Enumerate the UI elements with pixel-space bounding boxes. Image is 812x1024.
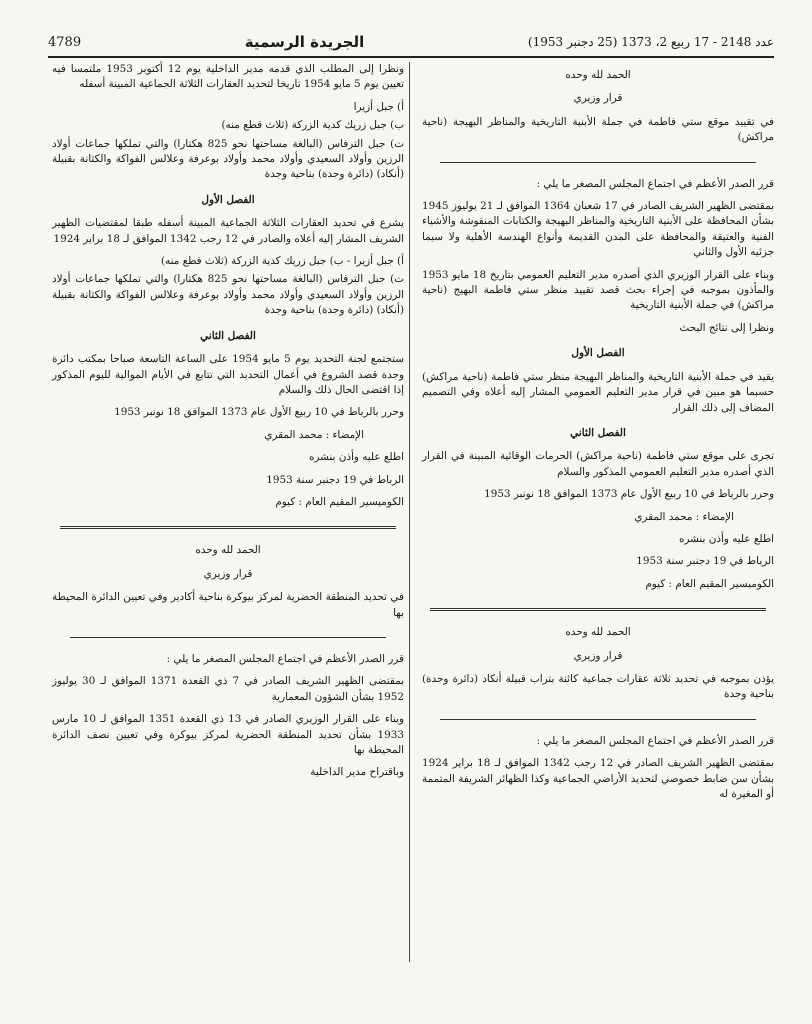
separator bbox=[430, 608, 766, 611]
column-divider bbox=[409, 62, 410, 962]
decree-3-praise: الحمد لله وحده bbox=[565, 626, 631, 639]
decree-1-type: قرار وزيري bbox=[573, 92, 623, 105]
decree-2-paragraph: وبناء على القرار الوزيري الصادر في 13 ذي القعدة 1351 الموافق لـ 10 مارس 1933 بشأن تحديد المنطقة الحضرية لمركز بيوكرة وفي تعيين نصف الدائرة المحيطة بها bbox=[52, 713, 404, 756]
decree-1-date: وحرر بالرباط في 10 ربيع الأول عام 1373 الموافق 18 نونبر 1953 bbox=[484, 488, 774, 501]
list-item: أ) جبل أزيرا bbox=[353, 100, 404, 113]
decree-3-seen-date: الرباط في 19 دجنبر سنة 1953 bbox=[266, 473, 404, 486]
decree-1-seen: اطلع عليه وأذن بنشره bbox=[678, 532, 774, 545]
list-item: ب) جبل زريك كدية الزركة (ثلاث قطع منه) bbox=[221, 119, 404, 132]
decree-3-seen: اطلع عليه وأذن بنشره bbox=[308, 451, 404, 464]
decree-3-signature: الإمضاء : محمد المقري bbox=[264, 428, 364, 441]
right-column bbox=[422, 62, 774, 809]
decree-1-chapter-heading: الفصل الأول bbox=[571, 347, 625, 360]
separator bbox=[440, 162, 756, 163]
issue-info: عدد 2148 - 17 ربيع 2، 1373 (25 دجنبر 1953) bbox=[527, 35, 774, 49]
page-number: 4789 bbox=[48, 34, 82, 50]
decree-1-praise: الحمد لله وحده bbox=[565, 69, 631, 81]
decree-3-chapter-heading: الفصل الثاني bbox=[200, 329, 256, 342]
decree-1-signature: الإمضاء : محمد المقري bbox=[634, 510, 734, 523]
decree-1-preamble: قرر الصدر الأعظم في اجتماع المجلس المصغر ما يلي : bbox=[536, 177, 774, 190]
decree-3-chapter-heading: الفصل الأول bbox=[201, 193, 255, 206]
decree-3-date: وحرر بالرباط في 10 ربيع الأول عام 1373 الموافق 18 نونبر 1953 bbox=[114, 406, 404, 419]
decree-1-paragraph: بمقتضى الظهير الشريف الصادر في 17 شعبان 1364 الموافق لـ 21 يوليوز 1945 بشأن المحافظة على الأبنية التاريخية والمناظر البهيجة والكتابات المنقوشة والأشياء الفنية والعتيقة والمحافظة على المدن القديمة وأنواع الهندسة الأهلية ولا سيما جزئيه الأول والثاني bbox=[422, 200, 774, 259]
decree-1-commissioner: الكوميسير المقيم العام : كيوم bbox=[645, 577, 774, 590]
decree-3-chapter-text: ستجتمع لجنة التحديد يوم 5 مايو 1954 على الساعة التاسعة صباحا بمكتب دائرة وجدة قصد الشروع في أعمال التحديد التي تتابع في الأيام الموالية لليوم المذكور إذا اقتضى الحال ذلك والسلام bbox=[52, 353, 405, 396]
decree-3-preamble: قرر الصدر الأعظم في اجتماع المجلس المصغر ما يلي : bbox=[536, 734, 774, 747]
separator bbox=[60, 526, 396, 529]
decree-1-chapter-text: تجرى على موقع ستي فاطمة (ناحية مراكش) الحرمات الوقائية المبينة في القرار الذي أصدره مدير التعليم العمومي المذكور والسلام bbox=[422, 450, 774, 478]
list-item: أ) جبل أزيرا - ب) جبل زريك كدية الزركة (ثلاث قطع منه) bbox=[160, 255, 404, 268]
list-item: ت) جبل الترفاس (البالغة مساحتها نحو 825 هكتارا) والتي تملكها جماعات أولاد الرزين وأولاد السعيدي وأولاد محمد وأولاد بوعرفة وعلالس الفواكة والكثانة بقبيلة (أنكاد) (دائرة وجدة) بناحية وجدة bbox=[52, 137, 404, 181]
gazette-title: الجريدة الرسمية bbox=[244, 33, 365, 51]
decree-1-paragraph: ونظرا إلى نتائج البحث bbox=[679, 321, 774, 334]
decree-1-paragraph: وبناء على القرار الوزيري الذي أصدره مدير التعليم العمومي بتاريخ 18 مايو 1953 والمأذون بموجبه في إجراء بحث قصد تقييد منظر ستي فاطمة البهيج (ناحية مراكش) في جملة الأبنية التاريخية bbox=[422, 268, 774, 312]
separator bbox=[70, 637, 386, 638]
decree-1-chapter-text: يقيد في جملة الأبنية التاريخية والمناظر البهيجة منظر ستي فاطمة (ناحية مراكش) حسبما هو مبين في قرار مدير التعليم العمومي المشار إليه أعلاه وفي التصميم المضاف إلى ذلك القرار bbox=[422, 370, 774, 414]
decree-2-subject: في تحديد المنطقة الحضرية لمركز بيوكرة بناحية أكادير وفي تعيين الدائرة المحيطة بها bbox=[52, 591, 404, 619]
decree-2-paragraph: بمقتضى الظهير الشريف الصادر في 7 ذي القعدة 1371 الموافق لـ 30 يوليوز 1952 بشأن الشؤون المعمارية bbox=[52, 675, 404, 703]
decree-1-chapter-heading: الفصل الثاني bbox=[570, 426, 626, 439]
separator bbox=[440, 719, 756, 720]
decree-2-paragraph: وباقتراح مدير الداخلية bbox=[310, 766, 404, 779]
property-list bbox=[52, 100, 404, 183]
decree-1-subject: في تقييد موقع ستي فاطمة في جملة الأبنية التاريخية والمناظر البهيجة (ناحية مراكش) bbox=[422, 115, 774, 144]
decree-2-type: قرار وزيري bbox=[203, 567, 253, 580]
decree-3-commissioner: الكوميسير المقيم العام : كيوم bbox=[275, 495, 404, 508]
decree-1-seen-date: الرباط في 19 دجنبر سنة 1953 bbox=[636, 555, 774, 568]
decree-2-preamble: قرر الصدر الأعظم في اجتماع المجلس المصغر ما يلي : bbox=[166, 652, 404, 665]
decree-3-subject: يؤذن بموجبه في تحديد ثلاثة عقارات جماعية كائنة بتراب قبيلة أنكاد (دائرة وجدة) بناحية وجدة bbox=[422, 672, 774, 701]
property-list bbox=[52, 254, 404, 319]
decree-2-praise: الحمد لله وحده bbox=[195, 544, 261, 557]
decree-3-paragraph: بمقتضى الظهير الشريف الصادر في 12 رجب 1342 الموافق لـ 18 براير 1924 بشأن سن ضابط خصوصي لتحديد الأراضي الجماعية وكذا الظهائر الشريفة المتممة أو المغيرة له bbox=[422, 757, 774, 800]
left-column bbox=[52, 62, 404, 788]
decree-3-chapter-text: يشرع في تحديد العقارات الثلاثة الجماعية المبينة أسفله طبقا لمقتضيات الظهير الشريف المشار إليه أعلاه والصادر في 12 رجب 1342 الموافق لـ 18 براير 1924 bbox=[52, 217, 404, 245]
list-item: ت) جبل الترفاس (البالغة مساحتها نحو 825 هكتارا) والتي تملكها جماعات أولاد الرزين وأولاد السعيدي وأولاد محمد وأولاد بوعرفة وعلالس الفواكة والكثانة بقبيلة (أنكاد) (دائرة وجدة) بناحية وجدة bbox=[52, 273, 404, 317]
page-header bbox=[48, 28, 774, 58]
decree-3-paragraph: ونظرا إلى المطلب الذي قدمه مدير الداخلية يوم 12 أكتوبر 1953 ملتمسا فيه تعيين يوم 5 مايو 1954 تاريخا لتحديد العقارات الثلاثة الجماعية المبينة أسفله bbox=[52, 63, 404, 91]
decree-3-type: قرار وزيري bbox=[573, 649, 623, 662]
